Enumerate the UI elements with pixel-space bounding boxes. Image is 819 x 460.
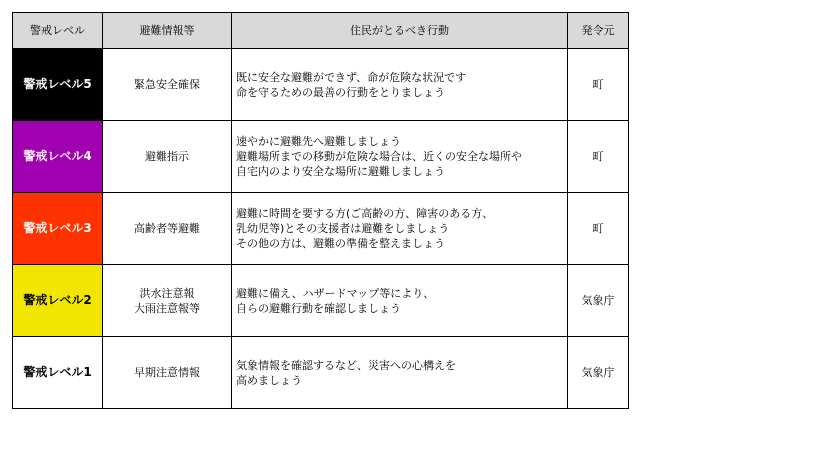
- issuer-cell: 町: [568, 49, 629, 121]
- alert-level-cell: 警戒レベル5: [13, 49, 103, 121]
- resident-action-line: 避難に時間を要する方(ご高齢の方、障害のある方、: [236, 207, 494, 220]
- header-action: 住民がとるべき行動: [232, 13, 568, 49]
- resident-action-line: その他の方は、避難の準備を整えましょう: [236, 237, 445, 250]
- resident-action-cell: [232, 193, 568, 265]
- evacuation-info-cell: [103, 337, 232, 409]
- evacuation-info-line: 高齢者等避難: [134, 222, 200, 235]
- issuer-cell: 町: [568, 193, 629, 265]
- resident-action-cell: [232, 49, 568, 121]
- alert-level-cell: 警戒レベル4: [13, 121, 103, 193]
- table-row: [13, 121, 629, 193]
- evacuation-info-cell: [103, 193, 232, 265]
- resident-action-line: 気象情報を確認するなど、災害への心構えを: [236, 358, 456, 372]
- resident-action-line: 速やかに避難先へ避難しましょう: [236, 135, 401, 148]
- resident-action-line: 避難に備え、ハザードマップ等により、: [236, 286, 435, 300]
- resident-action-line: 自宅内のより安全な場所に避難しましょう: [236, 165, 445, 178]
- evacuation-info-line: 大雨注意報等: [134, 301, 200, 315]
- resident-action-line: 避難場所までの移動が危険な場合は、近くの安全な場所や: [236, 150, 522, 163]
- issuer-cell: 気象庁: [568, 265, 629, 337]
- alert-level-cell: 警戒レベル3: [13, 193, 103, 265]
- resident-action-cell: [232, 265, 568, 337]
- header-level: 警戒レベル: [13, 13, 103, 49]
- resident-action-line: 既に安全な避難ができず、命が危険な状況です: [236, 70, 467, 84]
- evacuation-info-cell: [103, 121, 232, 193]
- resident-action-line: 自らの避難行動を確認しましょう: [236, 301, 401, 315]
- resident-action-line: 乳幼児等)とその支援者は避難をしましょう: [236, 222, 450, 235]
- issuer-cell: 気象庁: [568, 337, 629, 409]
- evacuation-info-line: 洪水注意報: [139, 286, 195, 300]
- resident-action-cell: [232, 337, 568, 409]
- evacuation-info-line: 避難指示: [145, 150, 189, 163]
- header-info: 避難情報等: [103, 13, 232, 49]
- table-row: [13, 193, 629, 265]
- table-row: [13, 337, 629, 409]
- resident-action-cell: [232, 121, 568, 193]
- resident-action-line: 高めましょう: [236, 373, 302, 387]
- issuer-cell: 町: [568, 121, 629, 193]
- evacuation-info-line: 早期注意情報: [134, 366, 200, 379]
- evacuation-info-cell: [103, 49, 232, 121]
- evacuation-alert-table: [12, 12, 629, 409]
- evacuation-info-line: 緊急安全確保: [134, 78, 200, 91]
- evacuation-info-cell: [103, 265, 232, 337]
- table-header-row: [13, 13, 629, 49]
- table-row: [13, 265, 629, 337]
- alert-level-cell: 警戒レベル2: [13, 265, 103, 337]
- header-issuer: 発令元: [568, 13, 629, 49]
- table-row: [13, 49, 629, 121]
- alert-level-cell: 警戒レベル1: [13, 337, 103, 409]
- resident-action-line: 命を守るための最善の行動をとりましょう: [236, 85, 445, 99]
